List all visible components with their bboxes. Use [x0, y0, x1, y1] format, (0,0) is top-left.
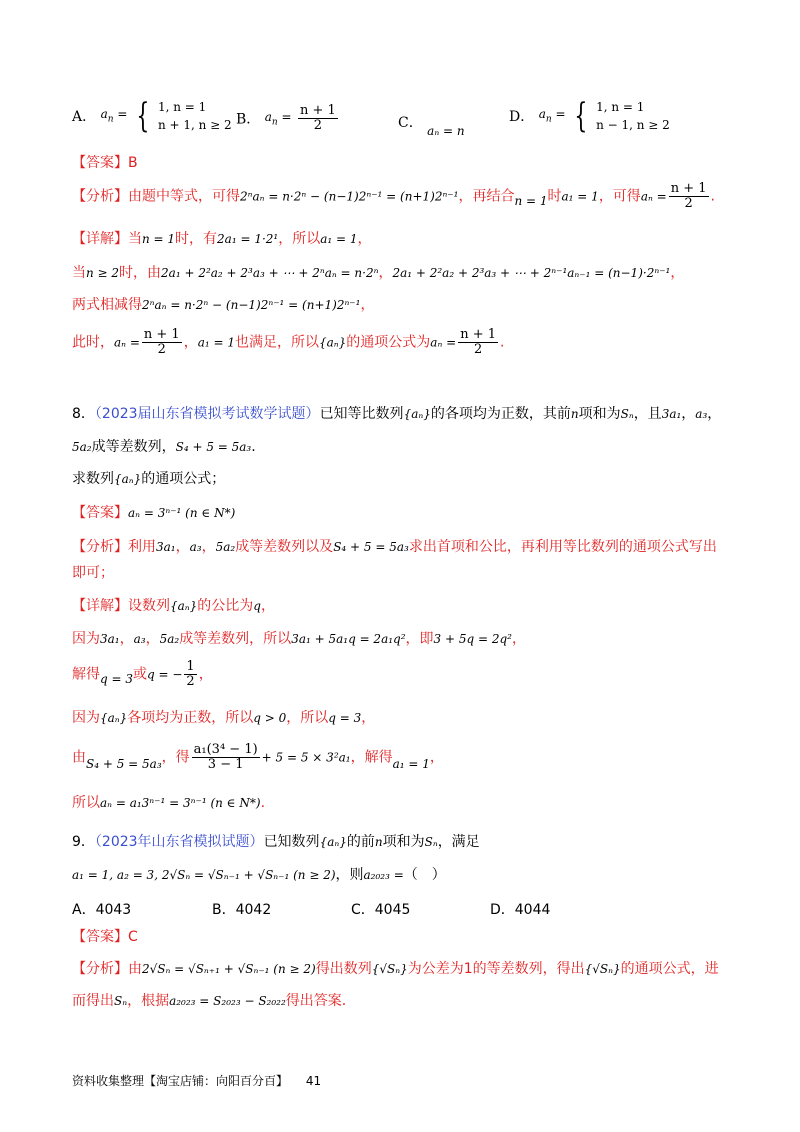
q9-option-c: C．4045	[351, 902, 411, 918]
question-number: 9．	[72, 834, 95, 850]
q7-detail-line3: 两式相减得2ⁿaₙ = n·2ⁿ − (n−1)2ⁿ⁻¹ = (n+1)2ⁿ⁻¹，	[72, 297, 375, 313]
option-b-numerator: n + 1	[300, 103, 336, 118]
q8-analysis-line2: 即可；	[72, 565, 114, 581]
question-number: 8．	[72, 406, 95, 422]
option-d-case1: 1, n = 1	[596, 100, 645, 114]
q8-stem-line2: 5a₂成等差数列，S₄ + 5 = 5a₃.	[72, 439, 256, 455]
q9-stem-line2: a₁ = 1, a₂ = 3, 2√Sₙ = √Sₙ₋₁ + √Sₙ₋₁ (n ≥ 2)，则a₂₀₂₃ =（ ）	[72, 867, 446, 883]
analysis-tag: 【分析】	[72, 188, 128, 205]
q9-stem-line1: 9．（2023年山东省模拟试题）已知数列{aₙ}的前n项和为Sₙ，满足	[72, 834, 480, 850]
option-b-label: B．	[236, 111, 261, 128]
q8-stem-line3: 求数列{aₙ}的通项公式；	[72, 471, 226, 487]
q9-answer	[72, 926, 138, 946]
q8-stem-line1: 8．（2023届山东省模拟考试数学试题）已知等比数列{aₙ}的各项均为正数，其前n项和为Sₙ，且3a₁，a₃，	[72, 406, 722, 422]
detail-tag: 【详解】	[72, 231, 128, 247]
answer-value: B	[128, 155, 138, 171]
option-a-case2: n + 1, n ≥ 2	[157, 118, 232, 132]
option-b-denominator: 2	[313, 118, 323, 133]
option-c	[398, 112, 465, 138]
q9-analysis-line1: 【分析】由2√Sₙ = √Sₙ₊₁ + √Sₙ₋₁ (n ≥ 2)得出数列{√Sₙ}为公差为1的等差数列，得出{√Sₙ}的通项公式，进	[72, 961, 719, 977]
q8-analysis-line1: 【分析】利用3a₁，a₃，5a₂成等差数列以及S₄ + 5 = 5a₃求出首项和公比，再利用等比数列的通项公式写出	[72, 539, 717, 555]
option-c-label: C．	[398, 115, 423, 131]
answer-tag: 【答案】	[72, 155, 128, 171]
footer-text: 资料收集整理【淘宝店铺：向阳百分百】	[72, 1074, 289, 1088]
q9-analysis-line2: 而得出Sₙ，根据a₂₀₂₃ = S₂₀₂₃ − S₂₀₂₂得出答案.	[72, 993, 347, 1009]
answer-tag: 【答案】	[72, 929, 128, 945]
analysis-tag: 【分析】	[72, 539, 128, 555]
option-a: A． $a_n$ = { 1, n = 1 n + 1, n ≥ 2	[72, 96, 232, 136]
question-source: （2023年山东省模拟试题）	[94, 834, 264, 850]
q8-detail-line5: 由S₄ + 5 = 5a₃，得 $\frac{\text{a₁(3⁴ − 1)}}{3 - 1}$ + 5 = 5 × 3²a₁，解得a₁ = 1，	[72, 742, 444, 772]
analysis-tag: 【分析】	[72, 961, 128, 977]
option-d: D． $a_n$ = { 1, n = 1 n − 1, n ≥ 2	[509, 96, 670, 136]
question-source: （2023届山东省模拟考试数学试题）	[94, 406, 320, 422]
q7-answer	[72, 152, 138, 172]
q7-detail-line2: 当n ≥ 2时，由2a₁ + 2²a₂ + 2³a₃ + ⋯ + 2ⁿaₙ = n·2ⁿ，2a₁ + 2²a₂ + 2³a₃ + ⋯ + 2ⁿ⁻¹aₙ₋₁ = (n−1)·2ⁿ⁻¹，	[72, 265, 685, 281]
answer-tag: 【答案】	[72, 505, 128, 521]
page-footer	[72, 1072, 321, 1089]
q9-option-b: B．4042	[212, 902, 272, 918]
answer-value: aₙ = 3ⁿ⁻¹ (n ∈ N*)	[128, 506, 236, 520]
q8-answer	[72, 502, 235, 522]
detail-tag: 【详解】	[72, 598, 128, 614]
option-d-case2: n − 1, n ≥ 2	[596, 118, 670, 132]
option-d-label: D．	[509, 109, 535, 125]
q7-detail-line4: 此时，aₙ = $\frac{n + 1}{2}$ ，a₁ = 1也满足，所以{aₙ}的通项公式为aₙ = $\frac{n + 1}{2}$ .	[72, 327, 505, 357]
q8-detail-line6: 所以aₙ = a₁3ⁿ⁻¹ = 3ⁿ⁻¹ (n ∈ N*).	[72, 795, 266, 811]
option-a-label: A．	[72, 109, 97, 125]
option-b: B． $a_n$ = $\frac{n + 1}{2}$	[236, 103, 336, 133]
q7-analysis: 【分析】由题中等式，可得2ⁿaₙ = n·2ⁿ − (n−1)2ⁿ⁻¹ = (n+1)2ⁿ⁻¹，再结合n = 1时a₁ = 1，可得aₙ = $\frac{n + 1}{2}$ .	[72, 181, 715, 211]
q7-detail-line1: 【详解】当n = 1时，有2a₁ = 1·2¹，所以a₁ = 1，	[72, 231, 372, 247]
option-a-case1: 1, n = 1	[157, 100, 207, 114]
q9-option-d: D．4044	[490, 902, 551, 918]
q8-detail-line3: 解得q = 3或q = − $\frac{1}{2}$ ，	[72, 659, 213, 689]
q8-detail-line4: 因为{aₙ}各项均为正数，所以q > 0，所以q = 3，	[72, 710, 376, 726]
answer-value: C	[128, 929, 138, 945]
option-c-expr: aₙ = n	[427, 124, 465, 138]
page-number: 41	[305, 1074, 322, 1088]
q9-option-a: A．4043	[72, 902, 132, 918]
q8-detail-line2: 因为3a₁，a₃，5a₂成等差数列，所以3a₁ + 5a₁q = 2a₁q²，即3 + 5q = 2q²，	[72, 631, 526, 647]
q8-detail-line1: 【详解】设数列{aₙ}的公比为q，	[72, 598, 275, 614]
